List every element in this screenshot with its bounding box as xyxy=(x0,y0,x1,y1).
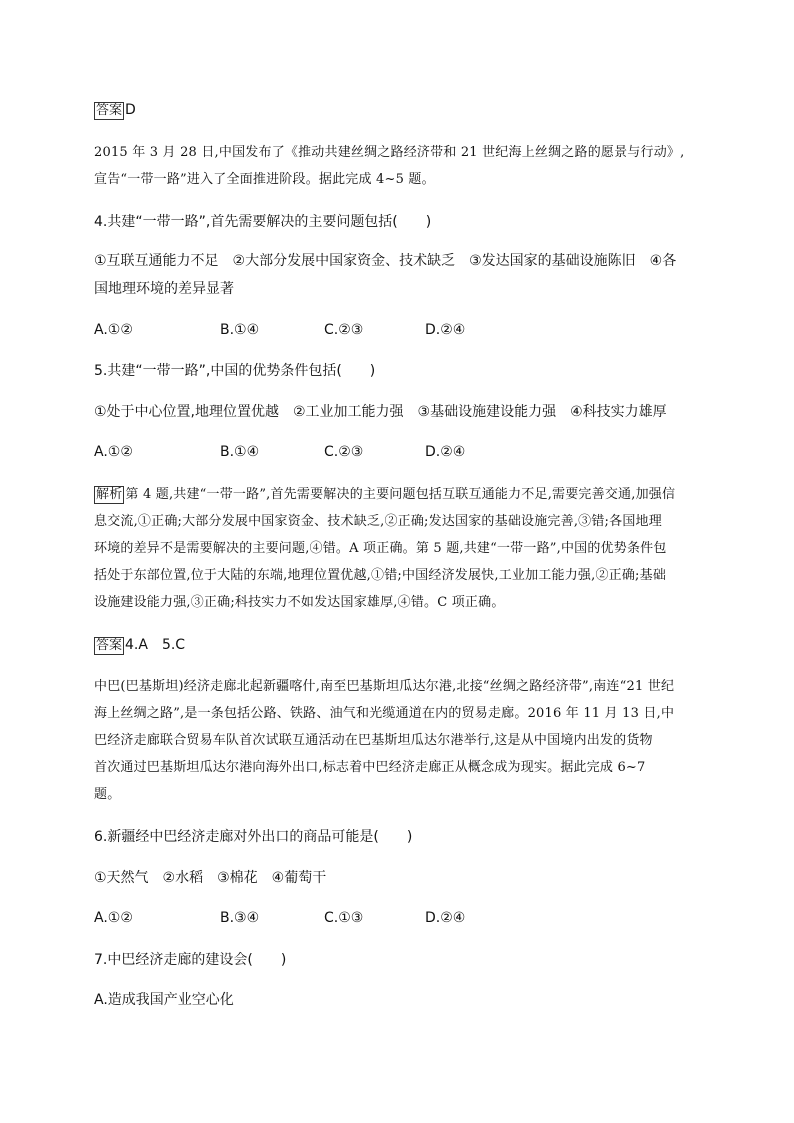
answer-line-2 xyxy=(94,636,185,655)
question-4-items-line-1: ①互联互通能力不足 ②大部分发展中国家资金、技术缺乏 ③发达国家的基础设施陈旧 ④各 xyxy=(94,253,677,269)
answer-tag: 答案 xyxy=(96,103,123,118)
option-b[interactable]: B.①④ xyxy=(220,444,260,460)
question-6-stem: 6.新疆经中巴经济走廊对外出口的商品可能是( ) xyxy=(94,829,413,845)
analysis-line-1 xyxy=(94,486,675,504)
option-d[interactable]: D.②④ xyxy=(425,444,466,460)
option-a[interactable]: A.①② xyxy=(94,910,133,926)
answer-line-1 xyxy=(94,101,136,120)
answer-value: 4.A 5.C xyxy=(125,637,186,653)
question-7-stem: 7.中巴经济走廊的建设会( ) xyxy=(94,952,287,968)
passage-2-line-4: 首次通过巴基斯坦瓜达尔港向海外出口,标志着中巴经济走廊正从概念成为现实。据此完成 6~7 xyxy=(94,760,646,775)
question-4-items-line-2: 国地理环境的差异显著 xyxy=(94,281,234,297)
option-c[interactable]: C.②③ xyxy=(324,322,364,338)
passage-2-line-5: 题。 xyxy=(94,787,121,802)
question-5-items-line-1: ①处于中心位置,地理位置优越 ②工业加工能力强 ③基础设施建设能力强 ④科技实力雄厚 xyxy=(94,404,667,420)
option-a[interactable]: A.①② xyxy=(94,322,133,338)
option-d[interactable]: D.②④ xyxy=(425,910,466,926)
answer-value: D xyxy=(125,102,136,118)
passage-2-line-2: 海上丝绸之路”,是一条包括公路、铁路、油气和光缆通道在内的贸易走廊。2016 年 11 月 13 日,中 xyxy=(94,706,675,721)
analysis-line-3: 环境的差异不是需要解决的主要问题,④错。A 项正确。第 5 题,共建“一带一路”,中国的优势条件包 xyxy=(94,541,667,556)
option-b[interactable]: B.③④ xyxy=(220,910,260,926)
option-c[interactable]: C.②③ xyxy=(324,444,364,460)
question-4-stem: 4.共建“一带一路”,首先需要解决的主要问题包括( ) xyxy=(94,214,432,230)
option-d[interactable]: D.②④ xyxy=(425,322,466,338)
question-7-option-a[interactable]: A.造成我国产业空心化 xyxy=(94,992,234,1008)
passage-2-line-3: 巴经济走廊联合贸易车队首次试联互通活动在巴基斯坦瓜达尔港举行,这是从中国境内出发的货物 xyxy=(94,733,653,748)
question-5-stem: 5.共建“一带一路”,中国的优势条件包括( ) xyxy=(94,363,376,379)
analysis-line-2: 息交流,①正确;大部分发展中国家资金、技术缺乏,②正确;发达国家的基础设施完善,③错;各国地理 xyxy=(94,514,662,529)
analysis-tag: 解析 xyxy=(96,487,123,502)
analysis-text-1: 第 4 题,共建“一带一路”,首先需要解决的主要问题包括互联互通能力不足,需要完善交通,加强信 xyxy=(125,487,676,502)
option-c[interactable]: C.①③ xyxy=(324,910,364,926)
analysis-line-4: 括处于东部位置,位于大陆的东端,地理位置优越,①错;中国经济发展快,工业加工能力强,②正确;基础 xyxy=(94,568,667,583)
passage-2-line-1: 中巴(巴基斯坦)经济走廊北起新疆喀什,南至巴基斯坦瓜达尔港,北接“丝绸之路经济带”,南连“21 世纪 xyxy=(94,679,675,694)
analysis-line-5: 设施建设能力强,③正确;科技实力不如发达国家雄厚,④错。C 项正确。 xyxy=(94,595,505,610)
question-6-items-line-1: ①天然气 ②水稻 ③棉花 ④葡萄干 xyxy=(94,870,327,886)
answer-tag: 答案 xyxy=(96,638,123,653)
option-a[interactable]: A.①② xyxy=(94,444,133,460)
passage-1-line-2: 宣告“一带一路”进入了全面推进阶段。据此完成 4~5 题。 xyxy=(94,172,435,187)
option-b[interactable]: B.①④ xyxy=(220,322,260,338)
passage-1-line-1: 2015 年 3 月 28 日,中国发布了《推动共建丝绸之路经济带和 21 世纪海上丝绸之路的愿景与行动》, xyxy=(94,145,685,160)
